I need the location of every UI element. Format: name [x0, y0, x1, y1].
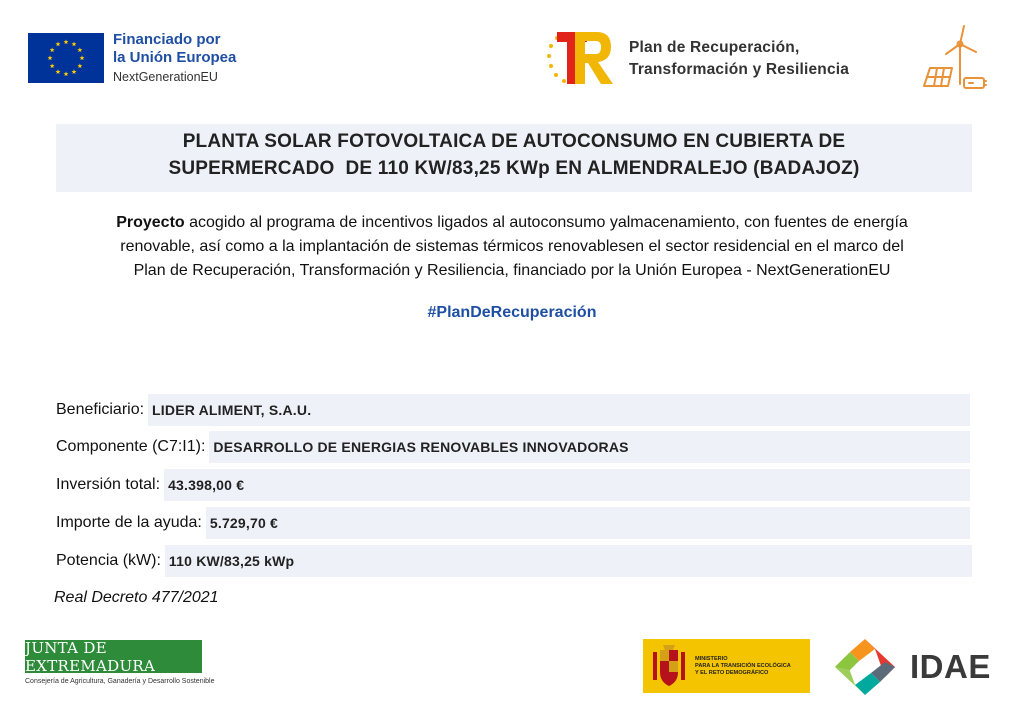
junta-subtitle: Consejería de Agricultura, Ganadería y Desarrollo Sostenible [25, 678, 215, 685]
prtr-line1: Plan de Recuperación, [629, 39, 800, 56]
junta-name: JUNTA DE EXTREMADURA [25, 640, 202, 673]
description-line3: Plan de Recuperación, Transformación y Resiliencia, financiado por la Unión Europea - NextGenerationEU [133, 262, 891, 279]
field-label: Beneficiario: [56, 401, 145, 418]
field-label: Inversión total: [56, 476, 161, 493]
eu-funding-logo [28, 33, 236, 86]
eu-star-icon [50, 63, 55, 68]
idae-logo [826, 638, 991, 696]
hashtag: #PlanDeRecuperación [427, 304, 597, 321]
field-value: LIDER ALIMENT, S.A.U. [148, 394, 970, 426]
field-value: 43.398,00 € [164, 469, 970, 501]
field-label: Potencia (kW): [56, 552, 161, 569]
junta-extremadura-logo [25, 640, 215, 685]
eu-star-icon [72, 69, 77, 74]
project-description [40, 211, 984, 283]
idae-name: IDAE [910, 648, 991, 685]
eu-star-icon [77, 47, 82, 52]
field-beneficiario [56, 394, 970, 426]
eu-logo-line2: la Unión Europea [113, 49, 237, 66]
eu-star-icon [64, 71, 69, 76]
ministerio-line3: Y EL RETO DEMOGRÁFICO [695, 669, 769, 676]
eu-logo-line1: Financiado por [113, 31, 221, 48]
idae-mark-icon [826, 638, 904, 696]
coat-of-arms-icon [651, 644, 687, 688]
title-line2: SUPERMERCADO DE 110 KW/83,25 KWp EN ALMENDRALEJO (BADAJOZ) [168, 158, 860, 179]
title-band [56, 124, 972, 192]
ministerio-line1: MINISTERIO [695, 655, 728, 662]
prtr-logo [545, 30, 849, 88]
decree-reference: Real Decreto 477/2021 [54, 589, 219, 606]
ministerio-logo [643, 639, 810, 693]
field-componente [56, 431, 970, 463]
eu-star-icon [64, 39, 69, 44]
eu-star-icon [77, 63, 82, 68]
ministerio-line2: PARA LA TRANSICIÓN ECOLÓGICA [695, 662, 791, 669]
eu-logo-line3: NextGenerationEU [113, 70, 218, 84]
eu-star-icon [50, 47, 55, 52]
wind-solar-battery-icon [920, 24, 990, 92]
field-value: 5.729,70 € [206, 507, 970, 539]
prtr-line2: Transformación y Resiliencia [629, 61, 850, 78]
eu-star-icon [48, 55, 53, 60]
project-title [56, 128, 972, 182]
field-value: 110 KW/83,25 kWp [165, 545, 972, 577]
eu-star-icon [56, 42, 61, 47]
prtr-tr-icon [545, 30, 615, 88]
field-value: DESARROLLO DE ENERGIAS RENOVABLES INNOVADORAS [209, 431, 970, 463]
field-potencia [56, 545, 972, 577]
field-importe [56, 507, 970, 539]
description-lead: Proyecto [116, 214, 185, 231]
field-inversion [56, 469, 970, 501]
eu-star-icon [72, 42, 77, 47]
eu-star-icon [56, 69, 61, 74]
description-line2: renovable, así como a la implantación de sistemas térmicos renovablesen el sector residencial en el marco del [120, 238, 904, 255]
title-line1: PLANTA SOLAR FOTOVOLTAICA DE AUTOCONSUMO EN CUBIERTA DE [182, 131, 846, 152]
eu-star-icon [80, 55, 85, 60]
eu-flag-icon [28, 33, 104, 83]
field-label: Componente (C7:I1): [56, 438, 206, 455]
field-label: Importe de la ayuda: [56, 514, 202, 531]
description-line1: acogido al programa de incentivos ligados al autoconsumo yalmacenamiento, con fuentes de energía [184, 214, 908, 231]
